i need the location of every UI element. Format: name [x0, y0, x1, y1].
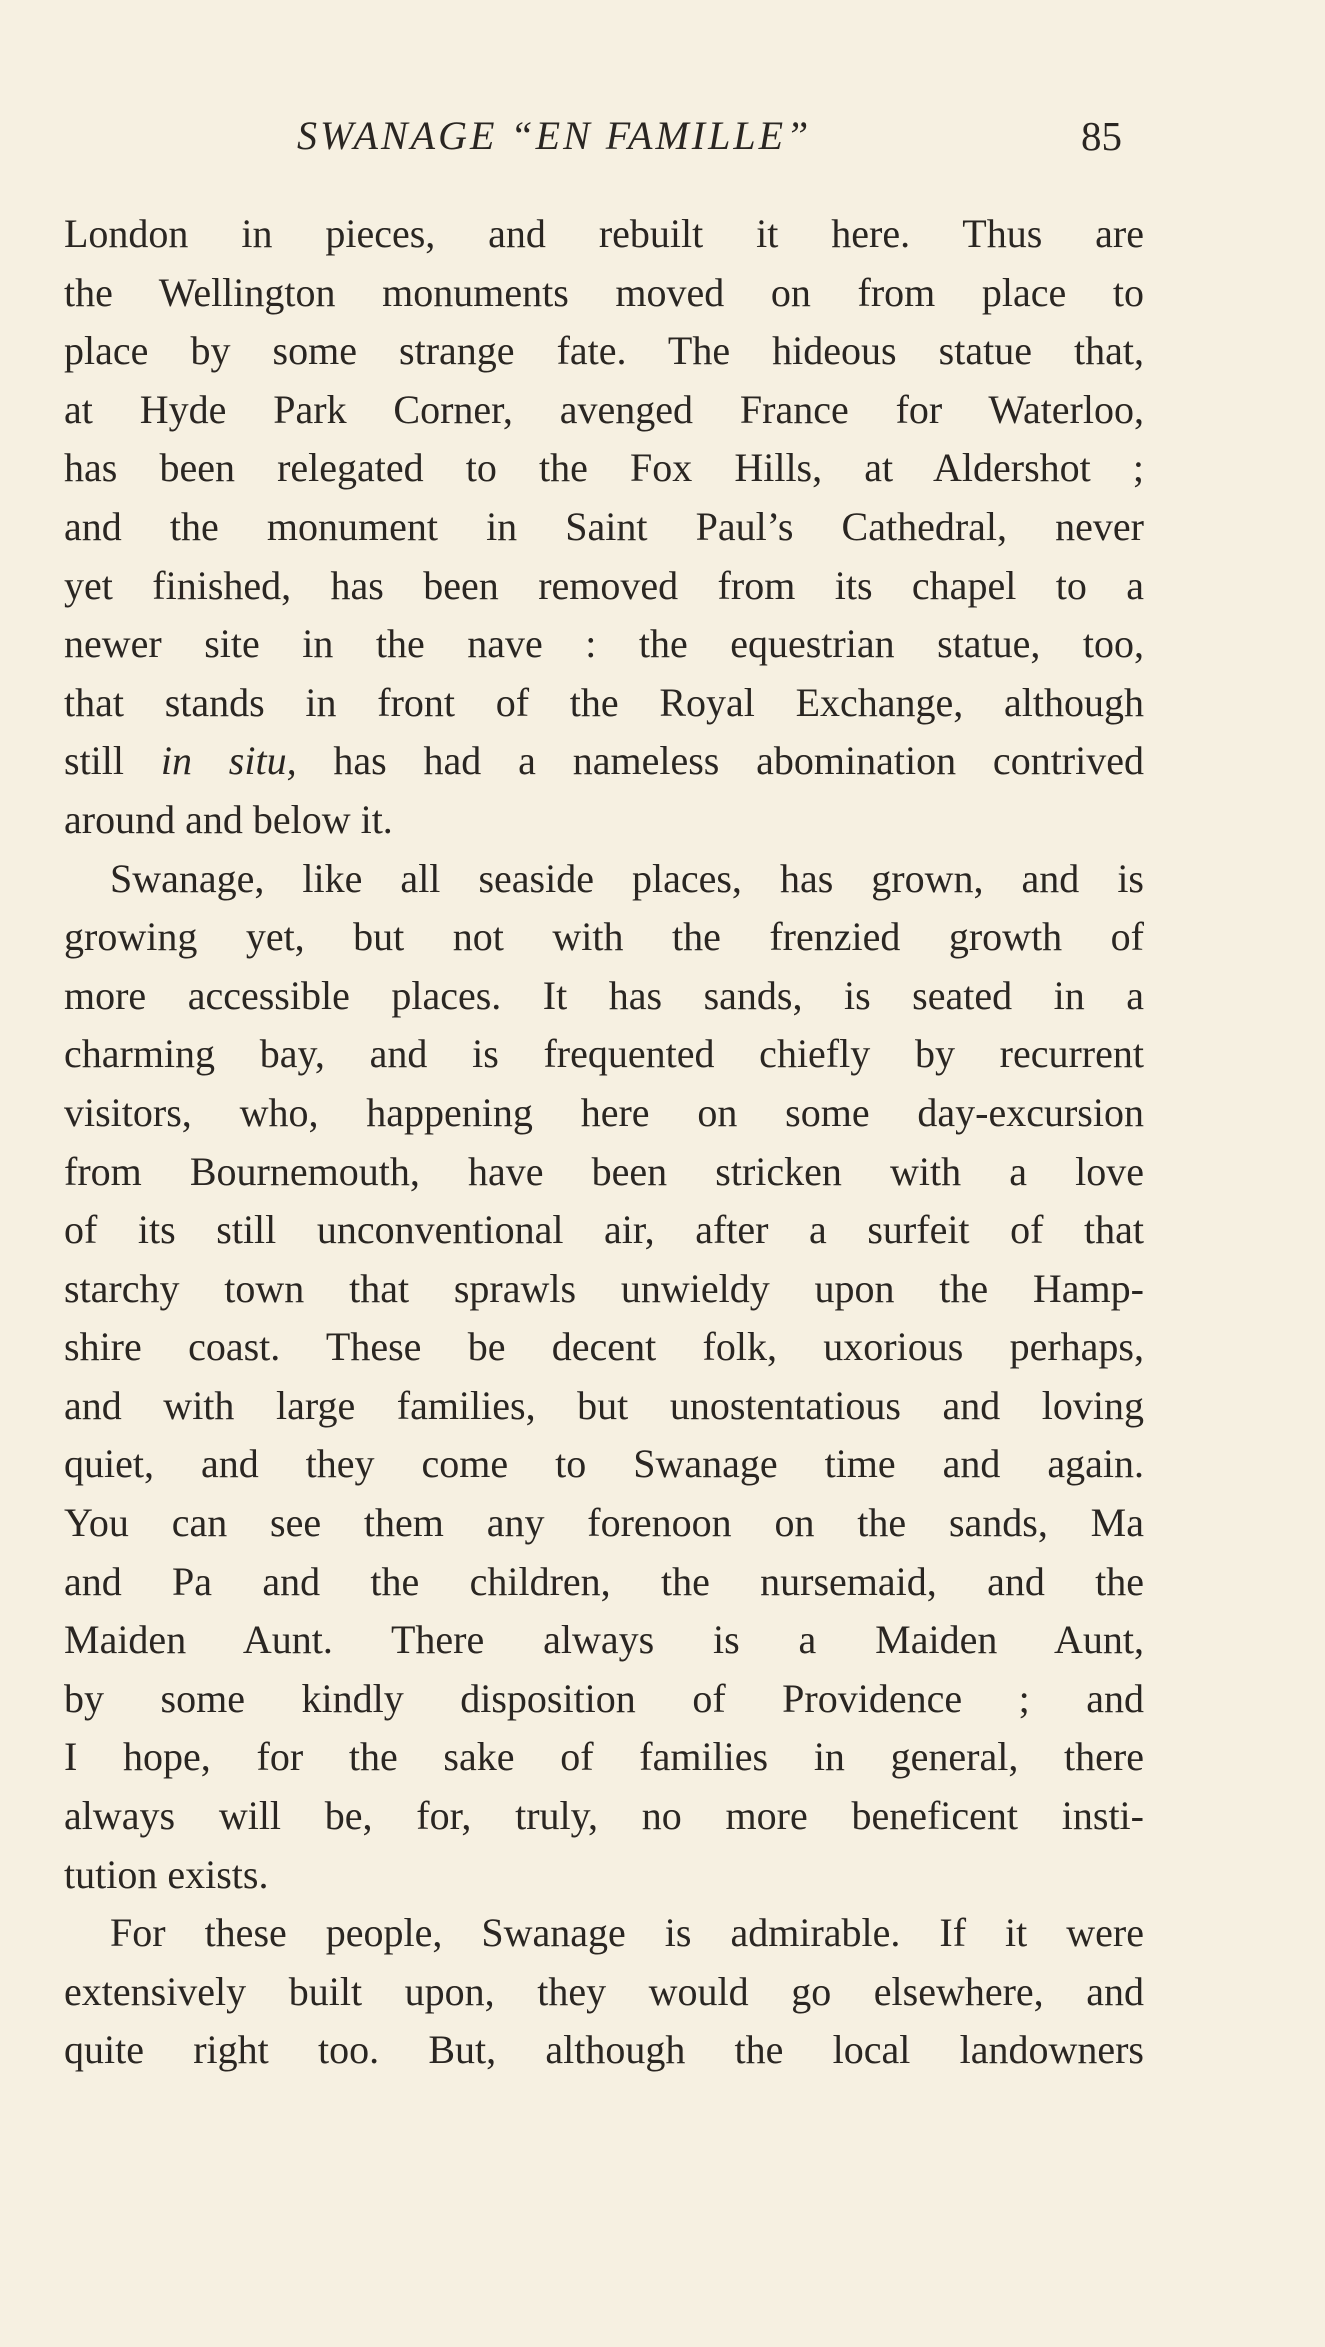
body-text [64, 205, 1144, 2080]
text-line: by some kindly disposition of Providence ; and [64, 1675, 1144, 1721]
text-line: that stands in front of the Royal Exchange, although [64, 679, 1144, 725]
running-head [0, 112, 1325, 172]
text-line: Maiden Aunt. There always is a Maiden Aunt, [64, 1617, 1144, 1663]
paragraph-end-line: tution exists. [64, 1851, 269, 1897]
text-line: starchy town that sprawls unwieldy upon the Hamp- [64, 1265, 1144, 1311]
line-segment: has had a nameless abomination contrived [296, 738, 1144, 784]
text-line: has been relegated to the Fox Hills, at Aldershot ; [64, 445, 1144, 491]
text-line: London in pieces, and rebuilt it here. Thus are [64, 211, 1144, 256]
text-line: growing yet, but not with the frenzied growth of [64, 914, 1144, 960]
running-head-title: SWANAGE “EN FAMILLE” [297, 113, 812, 158]
paragraph-first-line: For these people, Swanage is admirable. If it were [110, 1910, 1144, 1956]
text-line: place by some strange fate. The hideous statue that, [64, 328, 1144, 374]
text-line: shire coast. These be decent folk, uxorious perhaps, [64, 1324, 1144, 1370]
text-line: always will be, for, truly, no more beneficent insti- [64, 1793, 1144, 1839]
text-line: yet finished, has been removed from its chapel to a [64, 562, 1144, 608]
text-line: visitors, who, happening here on some day-excursion [64, 1089, 1144, 1135]
italic-phrase: in situ, [160, 738, 297, 784]
text-line: more accessible places. It has sands, is seated in a [64, 972, 1144, 1018]
text-line: charming bay, and is frequented chiefly by recurrent [64, 1031, 1144, 1077]
text-line: from Bournemouth, have been stricken with a love [64, 1148, 1144, 1194]
text-line: quite right too. But, although the local landowners [64, 2027, 1144, 2073]
line-segment: still [64, 738, 161, 784]
text-line: You can see them any forenoon on the sands, Ma [64, 1500, 1144, 1546]
text-line: newer site in the nave : the equestrian statue, too, [64, 621, 1144, 667]
paragraph-end-line: around and below it. [64, 796, 393, 842]
text-line: and the monument in Saint Paul’s Cathedral, never [64, 503, 1144, 549]
text-line: quiet, and they come to Swanage time and again. [64, 1441, 1144, 1487]
page-number: 85 [1081, 113, 1122, 159]
text-line: of its still unconventional air, after a surfeit of that [64, 1207, 1144, 1253]
text-line: and Pa and the children, the nursemaid, and the [64, 1558, 1144, 1604]
text-line: at Hyde Park Corner, avenged France for Waterloo, [64, 386, 1144, 432]
paragraph-first-line: Swanage, like all seaside places, has grown, and is [110, 855, 1144, 901]
text-line-with-italic [64, 732, 1144, 791]
text-line: and with large families, but unostentatious and loving [64, 1382, 1144, 1428]
text-line: the Wellington monuments moved on from place to [64, 269, 1144, 315]
text-line: I hope, for the sake of families in general, there [64, 1734, 1144, 1780]
text-line: extensively built upon, they would go elsewhere, and [64, 1968, 1144, 2014]
